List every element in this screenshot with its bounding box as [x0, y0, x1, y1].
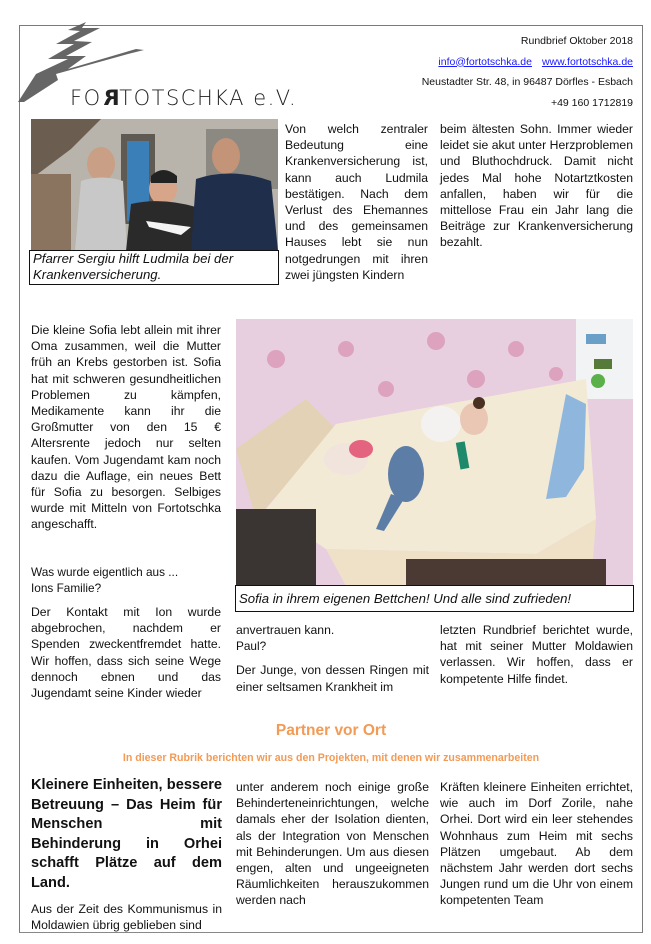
- partner-column-1: Kleinere Einheiten, bessere Betreuung – Das Heim für Menschen mit Behinderung in Orhei schafft Plätze auf dem Land. Aus der Zeit des Kommunismus in Moldawien übrig geblieben sind: [31, 777, 222, 933]
- section-subtitle: In dieser Rubrik berichten wir aus den Projekten, mit denen wir zusammenarbeiten: [122, 752, 540, 764]
- followup-column-3: letzten Rundbrief berichtet wurde, hat mit seiner Mutter Moldawien verlassen. Wir hoffen, dass er kompetente Hilfe findet.: [440, 623, 633, 686]
- followup-column-2: anvertrauen kann. Paul? Der Junge, von dessen Ringen mit einer seltsamen Krankheit im: [236, 623, 429, 694]
- photo-caption-ludmila: Pfarrer Sergiu hilft Ludmila bei der Krankenversicherung.: [29, 250, 279, 285]
- logo: [8, 14, 328, 109]
- contact-links: [422, 52, 633, 73]
- story2-text: Die kleine Sofia lebt allein mit ihrer Oma zusammen, weil die Mutter früh an Krebs gestorben ist. Sofia hat mit schweren gesundheitlichen Problemen zu kämpfen, Medikamente kann ihr die Großmutter von den 15 € Altersrente jedoch nur selten kaufen. Vom Jugendamt kam noch dazu die Auflage, ein neues Bett für Sofia zu besorgen. Selbiges wurde mit Mitteln von Fortotschka angeschafft. Was wurde eigentlich aus ... Ions Familie? Der Kontakt mit Ion wurde abgebrochen, nachdem er Spenden zweckentfremdet hatte. Wir hoffen, dass sich seine Wege dennoch ebnen und das Jugendamt seine Kinder wieder: [31, 323, 221, 701]
- address: Neustadter Str. 48, in 96487 Dörfles - Esbach: [421, 76, 633, 88]
- paul-heading: Paul?: [236, 639, 267, 654]
- story1-column-3: beim ältesten Sohn. Immer wieder leidet sie akut unter Herzproblemen und Bluthochdruck. Damit nicht jedes Mal hohe Notartztkosten anfallen, haben wir für die mittellose Frau ein Jahr lang die Beiträge zur Krankenversicherung bezahlt.: [440, 122, 633, 250]
- phone: +49 160 1712819: [550, 96, 633, 109]
- partner-column-2: unter anderem noch einige große Behinderteneinrichtungen, welche damals eher der Isolation dienten, als der Integration von Menschen mit Behinderungen. Um aus diesen engen, alten und ungeeigneten Räumlichkeiten herauszukommen werden nach: [236, 780, 429, 908]
- article-heading: Kleinere Einheiten, bessere Betreuung – Das Heim für Menschen mit Behinderung in Orhei schafft Plätze auf dem Land.: [31, 777, 222, 891]
- photo-caption-sofia: Sofia in ihrem eigenen Bettchen! Und alle sind zufrieden!: [235, 585, 634, 612]
- section-title: Partner vor Ort: [275, 722, 387, 739]
- partner-column-3: Kräften kleinere Einheiten errichtet, wie auch im Dorf Zorile, nahe Orhei. Dort wird ein leer stehendes Wohnhaus zum Heim mit sechs Plätzen umgebaut. Ab dem nächstem Jahr werden dort sechs Jungen rund um die Uhr von einem kompetenten Team: [440, 780, 633, 908]
- ion-text: Der Kontakt mit Ion wurde abgebrochen, nachdem er Spenden zweckentfremdet hatte. Wir hoffen, dass sich seine Wege dennoch ebnen und das Jugendamt seine Kinder wieder: [31, 605, 221, 701]
- photo-ludmila: [31, 119, 278, 251]
- email-link[interactable]: info@fortotschka.de: [438, 55, 532, 68]
- website-link[interactable]: www.fortotschka.de: [541, 55, 633, 68]
- photo-sofia-bed: [236, 319, 633, 586]
- followup-heading: Was wurde eigentlich aus ...: [31, 564, 179, 579]
- header-info: [422, 31, 633, 113]
- logo-text: FORTOTSCHKA e.V.: [70, 86, 298, 110]
- paul-text: Der Junge, von dessen Ringen mit einer seltsamen Krankheit im: [236, 663, 429, 694]
- story1-column-2: Von welch zentraler Bedeutung eine Krankenversicherung ist, kann auch Ludmila bestätigen. Nach dem Verlust des Ehemannes und des gemeinsamen Hauses lebt sie nun notgedrungen mit ihren zwei jüngsten Kindern: [285, 122, 428, 282]
- ion-heading: Ions Familie?: [31, 580, 102, 595]
- issue-label: Rundbrief Oktober 2018: [520, 35, 633, 47]
